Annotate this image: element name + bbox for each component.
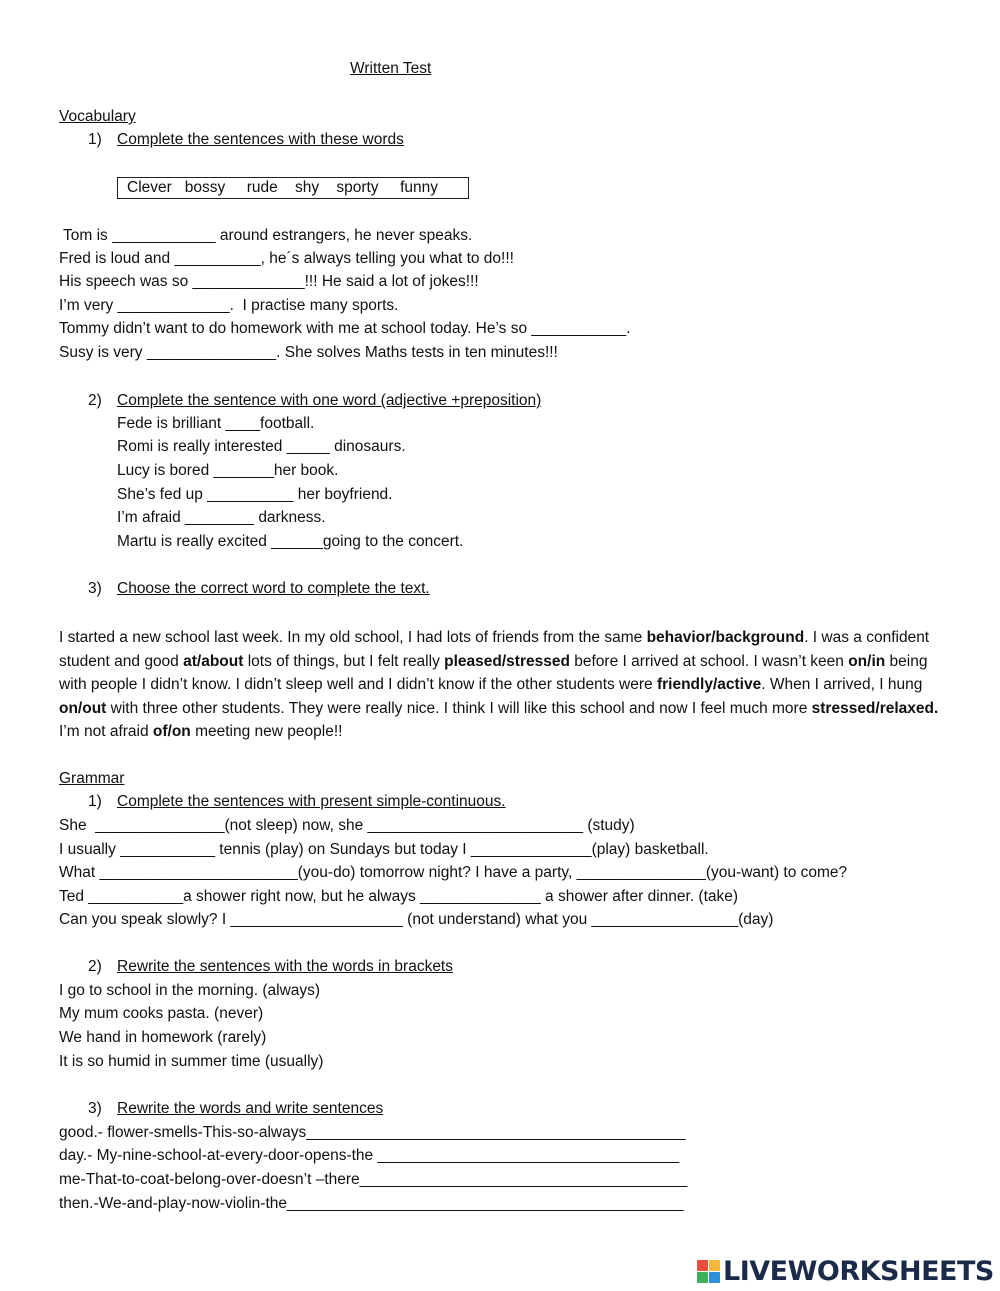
vocab-ex1-sentence: I’m very _____________. I practise many sports.	[59, 297, 399, 314]
grammar-ex3-sentence: day.- My-nine-school-at-every-door-opens-the ___________________________________	[59, 1147, 680, 1164]
vocab-ex2-sentence: She’s fed up __________ her boyfriend.	[117, 486, 393, 503]
vocab-ex2-instruction: Complete the sentence with one word (adjective +preposition)	[117, 392, 542, 409]
word-choice: stressed/relaxed.	[811, 699, 939, 717]
word-choice: on/out	[59, 699, 107, 717]
grammar-ex2-sentence: We hand in homework (rarely)	[59, 1029, 267, 1046]
word-choice: pleased/stressed	[444, 652, 570, 670]
grammar-ex2-sentence: I go to school in the morning. (always)	[59, 982, 321, 999]
logo-square-icon	[697, 1272, 708, 1283]
vocab-ex1-sentence: Susy is very _______________. She solves Maths tests in ten minutes!!!	[59, 344, 558, 361]
vocab-ex1-instruction: Complete the sentences with these words	[117, 131, 404, 148]
grammar-ex1-sentence: I usually ___________ tennis (play) on Sundays but today I ______________(play) basketball.	[59, 841, 709, 858]
paragraph-text: before I arrived at school. I wasn’t keen	[569, 652, 849, 670]
paragraph-text: . I was a confident student and good	[59, 629, 930, 670]
paragraph-text: being with people I didn’t know. I didn’t sleep well and I didn’t know if the other students were	[59, 652, 928, 694]
grammar-ex1-sentence: Can you speak slowly? I ____________________ (not understand) what you _________________(day)	[59, 911, 774, 928]
word-choice: at/about	[183, 652, 244, 670]
grammar-ex2-instruction: Rewrite the sentences with the words in brackets	[117, 958, 453, 975]
word-choice: on/in	[848, 652, 886, 670]
grammar-heading: Grammar	[59, 770, 125, 787]
vocab-ex3-number: 3)	[88, 580, 102, 597]
word-choice: behavior/background	[646, 629, 805, 646]
grammar-ex2-sentence: My mum cooks pasta. (never)	[59, 1005, 264, 1022]
grammar-ex1-instruction: Complete the sentences with present simple-continuous.	[117, 793, 506, 810]
word-choice: of/on	[152, 723, 191, 741]
vocab-ex3-instruction: Choose the correct word to complete the text.	[117, 580, 430, 597]
vocab-ex2-sentence: Fede is brilliant ____football.	[117, 415, 315, 432]
page-title: Written Test	[350, 60, 432, 77]
paragraph-text: with three other students. They were really nice. I think I will like this school and now I feel much more	[106, 699, 812, 717]
vocab-ex2-sentence: Romi is really interested _____ dinosaurs.	[117, 438, 406, 455]
choose-word-paragraph	[59, 626, 949, 744]
logo-text: LIVEWORKSHEETS	[723, 1255, 994, 1287]
grammar-ex2-number: 2)	[88, 958, 102, 975]
grammar-ex3-sentence: then.-We-and-play-now-violin-the______________________________________________	[59, 1195, 684, 1212]
paragraph-text: lots of things, but I felt really	[243, 652, 445, 670]
word-box: Clever bossy rude shy sporty funny	[117, 177, 469, 199]
vocab-ex2-number: 2)	[88, 392, 102, 409]
grammar-ex1-sentence: What _______________________(you-do) tomorrow night? I have a party, _______________(you-want) to come?	[59, 864, 848, 881]
grammar-ex2-sentence: It is so humid in summer time (usually)	[59, 1053, 324, 1070]
grammar-ex3-instruction: Rewrite the words and write sentences	[117, 1100, 384, 1117]
vocab-ex1-sentence: Tommy didn’t want to do homework with me at school today. He’s so ___________.	[59, 320, 631, 337]
grammar-ex1-sentence: She _______________(not sleep) now, she _________________________ (study)	[59, 817, 635, 834]
grammar-ex1-sentence: Ted ___________a shower right now, but he always ______________ a shower after dinner. (take)	[59, 888, 739, 905]
grammar-ex3-sentence: me-That-to-coat-belong-over-doesn’t –there______________________________________	[59, 1171, 688, 1188]
vocab-ex1-number: 1)	[88, 131, 102, 148]
logo-square-icon	[709, 1260, 720, 1271]
liveworksheets-logo-icon	[697, 1260, 720, 1283]
logo-square-icon	[697, 1260, 708, 1271]
grammar-ex1-number: 1)	[88, 793, 102, 810]
vocab-ex2-sentence: Lucy is bored _______her book.	[117, 462, 339, 479]
paragraph-text: I started a new school last week. In my old school, I had lots of friends from the same	[59, 629, 647, 646]
vocab-ex2-sentence: Martu is really excited ______going to the concert.	[117, 533, 464, 550]
liveworksheets-logo	[697, 1256, 994, 1286]
paragraph-text: meeting new people!!	[190, 723, 343, 741]
vocabulary-heading: Vocabulary	[59, 108, 136, 125]
vocab-ex1-sentence: Tom is ____________ around estrangers, he never speaks.	[59, 227, 473, 244]
grammar-ex3-number: 3)	[88, 1100, 102, 1117]
vocab-ex2-sentence: I’m afraid ________ darkness.	[117, 509, 326, 526]
word-choice: friendly/active	[656, 676, 762, 694]
paragraph-text: I’m not afraid	[59, 723, 153, 741]
logo-square-icon	[709, 1272, 720, 1283]
vocab-ex1-sentence: Fred is loud and __________, he´s always telling you what to do!!!	[59, 250, 514, 267]
vocab-ex1-sentence: His speech was so _____________!!! He said a lot of jokes!!!	[59, 273, 479, 290]
paragraph-text: . When I arrived, I hung	[761, 676, 923, 694]
grammar-ex3-sentence: good.- flower-smells-This-so-always____________________________________________	[59, 1124, 686, 1141]
